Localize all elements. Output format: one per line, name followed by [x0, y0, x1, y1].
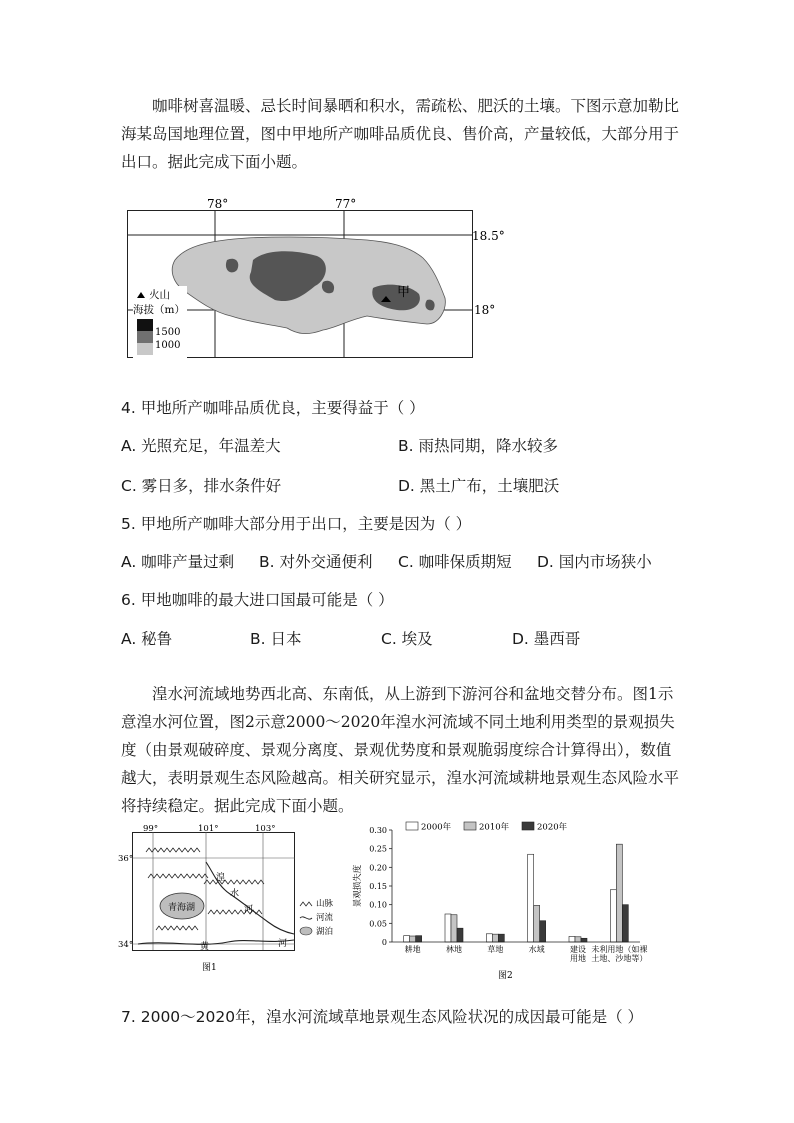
river-char-2: 水	[230, 889, 240, 899]
lon-78-label: 78°	[207, 197, 229, 211]
chart-legend-label: 2000年	[421, 822, 452, 833]
chart-bar	[616, 844, 622, 942]
legend-mountain-label: 山脉	[316, 899, 334, 909]
legend-swatch-high	[137, 319, 153, 331]
lat-18-label: 18°	[474, 303, 496, 317]
figure-2	[350, 818, 650, 982]
chart-legend-swatch	[464, 822, 476, 830]
chart-legend-label: 2020年	[537, 822, 568, 833]
chart-bar	[410, 936, 416, 942]
chart-y-tick-label: 0.15	[369, 882, 387, 891]
legend-mountain-icon	[300, 902, 312, 906]
legend-lake-label: 湖泊	[316, 927, 334, 937]
place-jia-label: 甲	[397, 285, 411, 300]
chart-x-tick-label: 耕地	[404, 945, 421, 954]
lake-label: 青海湖	[168, 903, 196, 913]
river-location-map	[118, 822, 340, 980]
chart-legend-label: 2010年	[479, 822, 510, 833]
q4-option-d[interactable]: D. 黑土广布，土壤肥沃	[398, 477, 560, 495]
chart-legend-swatch	[406, 822, 418, 830]
lat-36-label: 36°	[118, 854, 134, 864]
chart-bar	[416, 936, 422, 942]
chart-y-axis-label: 景观损失度	[353, 864, 363, 908]
legend-river-label: 河流	[316, 913, 334, 923]
q6-option-b[interactable]: B. 日本	[250, 630, 302, 648]
lon-101-label: 101°	[198, 824, 219, 834]
island-map	[127, 197, 505, 368]
highland-patch	[226, 259, 238, 273]
q4-option-b[interactable]: B. 雨热同期，降水较多	[398, 437, 558, 455]
q5-option-b[interactable]: B. 对外交通便利	[259, 553, 373, 571]
legend-lake-icon	[300, 927, 312, 935]
q6-option-c[interactable]: C. 埃及	[381, 630, 433, 648]
q4-option-c[interactable]: C. 雾日多，排水条件好	[121, 477, 282, 495]
chart-bar	[528, 854, 534, 942]
chart-y-tick-label: 0	[381, 938, 387, 947]
chart-x-tick-label: 未利用地（如裸	[591, 945, 648, 954]
passage-1-text: 咖啡树喜温暖、忌长时间暴晒和积水，需疏松、肥沃的土壤。下图示意加勒比海某岛国地理位置，图中甲地所产咖啡品质优良、售价高，产量较低，大部分用于出口。据此完成下面小题。	[121, 97, 680, 171]
question-7: 7. 2000～2020年，湟水河流域草地景观生态风险状况的成因最可能是（ ）	[121, 1008, 644, 1026]
chart-bar	[404, 936, 410, 942]
legend-elevation-title: 海拔（m）	[133, 304, 185, 316]
passage-2-text: 湟水河流域地势西北高、东南低，从上游到下游河谷和盆地交替分布。图1示意湟水河位置，图2示意2000～2020年湟水河流域不同土地利用类型的景观损失度（由景观破碎度、景观分离度、景观优势度和景观脆弱度综合计算得出），数值越大，表明景观生态风险越高。相关研究显示，湟水河流域耕地景观生态风险水平将持续稳定。据此完成下面小题。	[121, 685, 680, 815]
chart-y-tick-label: 0.25	[369, 844, 387, 854]
chart-bar	[610, 890, 616, 942]
landscape-loss-chart	[350, 818, 650, 982]
passage-2	[121, 680, 681, 820]
legend-river-icon	[300, 917, 312, 919]
chart-x-tick-label: 草地	[487, 945, 504, 954]
chart-bar	[451, 915, 457, 942]
chart-legend-swatch	[522, 822, 534, 830]
chart-y-tick-label: 0.05	[369, 919, 387, 929]
legend-1500: 1500	[155, 327, 181, 338]
legend-swatch-mid	[137, 331, 153, 343]
chart-bar	[622, 905, 628, 942]
figure-1	[118, 822, 340, 980]
chart-bar	[498, 934, 504, 942]
q6-option-a[interactable]: A. 秘鲁	[121, 630, 173, 648]
chart-bar	[569, 936, 575, 942]
lon-77-label: 77°	[335, 197, 357, 211]
chart-y-tick-label: 0.10	[369, 900, 387, 910]
lat-34-label: 34°	[118, 940, 134, 950]
chart-bar	[492, 934, 498, 942]
chart-x-tick-label: 建设	[570, 945, 586, 954]
q5-option-a[interactable]: A. 咖啡产量过剩	[121, 553, 235, 571]
chart-bar	[575, 937, 581, 942]
question-6: 6. 甲地咖啡的最大进口国最可能是（ ）	[121, 591, 394, 609]
chart-bar	[540, 921, 546, 942]
q6-option-d[interactable]: D. 墨西哥	[512, 630, 581, 648]
q5-option-d[interactable]: D. 国内市场狭小	[537, 553, 652, 571]
legend-1000: 1000	[155, 340, 181, 351]
chart-x-tick-label: 水域	[528, 945, 545, 954]
lon-103-label: 103°	[255, 824, 276, 834]
chart-bar	[534, 905, 540, 942]
yellow-river-char-1: 黄	[200, 942, 210, 952]
q5-option-c[interactable]: C. 咖啡保质期短	[398, 553, 512, 571]
river-char-1: 湟	[216, 873, 226, 883]
lon-99-label: 99°	[143, 824, 159, 834]
chart-bar	[486, 934, 492, 942]
q4-option-a[interactable]: A. 光照充足，年温差大	[121, 437, 281, 455]
yellow-river-char-2: 河	[278, 939, 288, 949]
legend-swatch-low	[137, 343, 153, 355]
legend-volcano-label: 火山	[149, 289, 170, 301]
question-4: 4. 甲地所产咖啡品质优良，主要得益于（ ）	[121, 399, 425, 417]
chart-bar	[445, 914, 451, 942]
lat-18-5-label: 18.5°	[472, 229, 505, 243]
figure-1-caption: 图1	[202, 963, 217, 973]
figure-2-caption: 图2	[498, 971, 513, 981]
chart-x-tick-label: 林地	[446, 945, 462, 954]
river-char-3: 河	[244, 905, 254, 915]
chart-y-tick-label: 0.30	[369, 826, 387, 835]
question-5: 5. 甲地所产咖啡大部分用于出口，主要是因为（ ）	[121, 515, 472, 533]
chart-bar	[581, 938, 587, 942]
chart-bar	[457, 928, 463, 942]
chart-x-tick-label: 土地、沙地等）	[591, 954, 648, 963]
chart-x-tick-label: 用地	[570, 954, 586, 963]
chart-y-tick-label: 0.20	[369, 863, 387, 873]
island-map-figure	[127, 197, 505, 368]
passage-1	[121, 92, 681, 176]
